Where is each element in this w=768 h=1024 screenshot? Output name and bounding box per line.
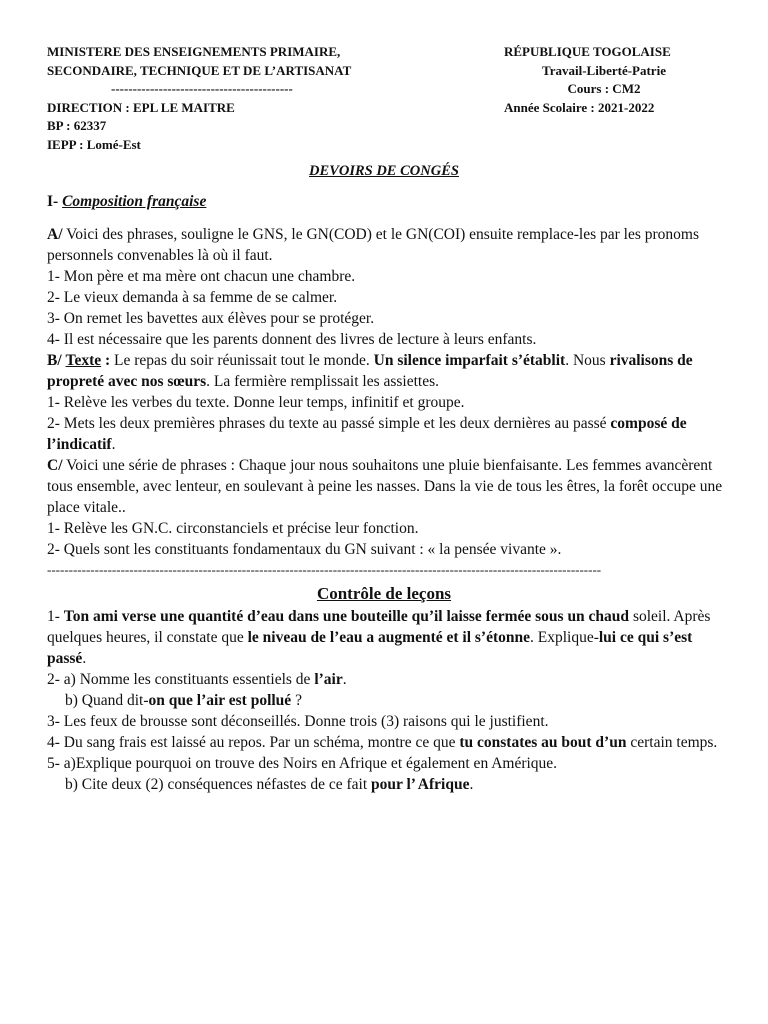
- section-number: I-: [47, 193, 59, 210]
- page-title: DEVOIRS DE CONGÉS: [309, 163, 459, 179]
- part-c-label: C/: [47, 457, 63, 474]
- header-left: [47, 43, 351, 154]
- text-segment: .: [82, 650, 87, 667]
- text-segment-bold: Un silence imparfait s’établit: [373, 352, 566, 369]
- bp-line: BP : 62337: [47, 118, 107, 133]
- lessons-question-2b: [47, 690, 727, 711]
- text-segment-bold: le niveau de l’eau a augmenté et il s’étonne: [247, 629, 530, 646]
- lessons-question-2a: [47, 669, 727, 690]
- text-segment: .: [469, 776, 474, 793]
- header-right: [504, 43, 704, 117]
- section-separator: --------------------------------------------------------------------------------------------------------------------------------: [47, 563, 602, 577]
- text-segment: 2- a) Nomme les constituants essentiels de: [47, 671, 315, 688]
- course-line: Cours : CM2: [567, 81, 641, 96]
- part-b-text: [47, 350, 727, 392]
- text-segment: . La fermière remplissait les assiettes.: [206, 373, 440, 390]
- part-b-label: B/: [47, 352, 62, 369]
- text-segment-bold: composé de l’indicatif: [47, 415, 687, 453]
- part-a-text: Voici des phrases, souligne le GNS, le GN(COD) et le GN(COI) ensuite remplace-les par les pronoms personnels convenables là où il faut.: [47, 226, 700, 264]
- text-segment-bold: lui ce qui s’est passé: [47, 629, 693, 667]
- part-a-item: 4- Il est nécessaire que les parents donnent des livres de lecture à leurs enfants.: [47, 331, 537, 348]
- part-a-item: 1- Mon père et ma mère ont chacun une chambre.: [47, 268, 356, 285]
- text-segment: Le repas du soir réunissait tout le monde.: [110, 352, 374, 369]
- motto-line: Travail-Liberté-Patrie: [542, 62, 666, 78]
- text-segment: 1-: [47, 608, 64, 625]
- lessons-question-1: [47, 606, 727, 669]
- text-segment-bold: rivalisons de propreté avec nos sœurs: [47, 352, 693, 390]
- text-segment: .: [342, 671, 347, 688]
- ministry-line-1: MINISTERE DES ENSEIGNEMENTS PRIMAIRE,: [47, 44, 341, 59]
- text-segment-bold: tu constates au bout d’un: [459, 734, 627, 751]
- composition-body: [47, 224, 727, 560]
- ministry-line-2: SECONDAIRE, TECHNIQUE ET DE L’ARTISANAT: [47, 62, 352, 78]
- part-a-label: A/: [47, 226, 63, 243]
- text-segment: . Explique-: [530, 629, 599, 646]
- lessons-question-4: [47, 732, 727, 753]
- text-segment: Voici une série de phrases : Chaque jour nous souhaitons une pluie bienfaisante. Les femmes avancèrent tous ensemble, avec lenteur, en soulevant à peine les nasses. Dans la vie de tous les êtres, la forêt occupe une place vitale..: [47, 457, 723, 516]
- school-year-line: Année Scolaire : 2021-2022: [504, 99, 655, 115]
- part-a-instruction: [47, 224, 727, 266]
- text-segment: certain temps.: [626, 734, 718, 751]
- text-segment-bold: pour l’ Afrique: [371, 776, 470, 793]
- direction-line: DIRECTION : EPL LE MAITRE: [47, 99, 235, 115]
- text-segment-bold: l’air: [314, 671, 343, 688]
- part-b-colon: :: [101, 352, 111, 369]
- text-segment: b) Quand dit-: [65, 692, 149, 709]
- text-segment: .: [111, 436, 116, 453]
- part-c-question-2: 2- Quels sont les constituants fondamentaux du GN suivant : « la pensée vivante ».: [47, 541, 562, 558]
- part-c-question-1: 1- Relève les GN.C. circonstanciels et précise leur fonction.: [47, 520, 419, 537]
- part-b-sublabel: Texte: [65, 352, 102, 369]
- republic-line: RÉPUBLIQUE TOGOLAISE: [504, 44, 671, 59]
- lessons-title: Contrôle de leçons: [316, 584, 452, 603]
- iepp-line: IEPP : Lomé-Est: [47, 136, 141, 152]
- text-segment: ?: [291, 692, 302, 709]
- text-segment: 4- Du sang frais est laissé au repos. Par un schéma, montre ce que: [47, 734, 460, 751]
- lessons-question-5b: [47, 774, 727, 795]
- part-b-question-2: [47, 413, 727, 455]
- part-a-item: 2- Le vieux demanda à sa femme de se calmer.: [47, 289, 338, 306]
- lessons-question-3: 3- Les feux de brousse sont déconseillés. Donne trois (3) raisons qui le justifient.: [47, 713, 549, 730]
- section-heading-composition: [47, 193, 206, 211]
- lessons-body: [47, 606, 727, 795]
- lessons-question-5a: 5- a)Explique pourquoi on trouve des Noirs en Afrique et également en Amérique.: [47, 755, 558, 772]
- header-divider: ------------------------------------------: [111, 81, 293, 96]
- text-segment: 2- Mets les deux premières phrases du texte au passé simple et les deux dernières au passé: [47, 415, 611, 432]
- part-b-question-1: 1- Relève les verbes du texte. Donne leur temps, infinitif et groupe.: [47, 394, 465, 411]
- part-a-item: 3- On remet les bavettes aux élèves pour se protéger.: [47, 310, 375, 327]
- text-segment: soleil. Après quelques heures, il constate que: [47, 608, 711, 646]
- text-segment: . Nous: [565, 352, 610, 369]
- section-label: Composition française: [62, 193, 207, 210]
- part-c-text: [47, 455, 727, 518]
- text-segment-bold: Ton ami verse une quantité d’eau dans une bouteille qu’il laisse fermée sous un chaud: [63, 608, 630, 625]
- text-segment: b) Cite deux (2) conséquences néfastes de ce fait: [65, 776, 371, 793]
- text-segment-bold: on que l’air est pollué: [148, 692, 292, 709]
